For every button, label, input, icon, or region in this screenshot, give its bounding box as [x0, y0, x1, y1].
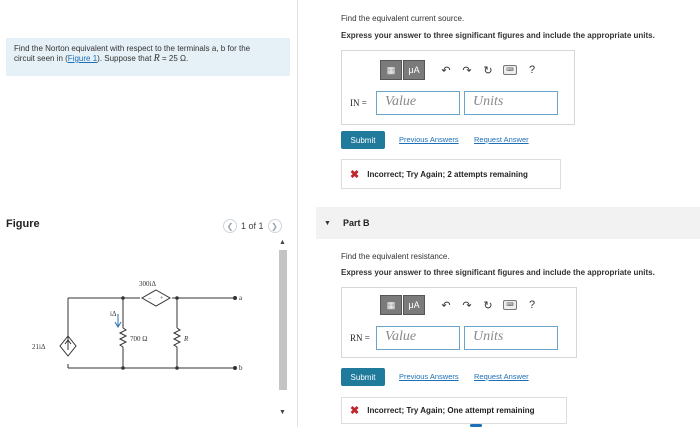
resistor-700: [120, 328, 126, 347]
terminal-node-b: [233, 366, 237, 370]
resistor-700-label: 700 Ω: [130, 335, 148, 343]
answer-row: [350, 91, 558, 115]
toolbar-group: [380, 60, 425, 80]
part-b-header[interactable]: [316, 207, 700, 239]
problem-text: ). Suppose that: [97, 54, 152, 63]
undo-icon[interactable]: ↶: [441, 64, 451, 77]
help-button[interactable]: ?: [528, 299, 536, 311]
request-answer-link[interactable]: Request Answer: [474, 372, 529, 381]
figure-pager: [223, 219, 282, 233]
answer-label: RN =: [350, 333, 370, 343]
ccvs-source: [142, 290, 170, 306]
units-button[interactable]: μA: [403, 60, 425, 80]
scrollbar-thumb[interactable]: [279, 250, 287, 390]
toolbar-group: [380, 295, 425, 315]
request-answer-link[interactable]: Request Answer: [474, 135, 529, 144]
part-a-instruction: Express your answer to three significant figures and include the appropriate units.: [341, 31, 655, 40]
node: [121, 366, 125, 370]
node: [121, 296, 125, 300]
ccvs-label: 300iΔ: [139, 280, 156, 288]
part-a-prompt: Find the equivalent current source.: [341, 14, 465, 23]
resistor-r: [174, 328, 180, 347]
node: [175, 296, 179, 300]
ccvs-plus: +: [160, 296, 164, 302]
panel-divider: [297, 0, 298, 427]
part-b-title: Part B: [342, 218, 370, 228]
terminal-a-label: a: [239, 294, 243, 302]
submit-button[interactable]: Submit: [341, 368, 385, 386]
reset-icon[interactable]: ↻: [483, 299, 493, 312]
redo-icon[interactable]: ↷: [462, 299, 472, 312]
keyboard-icon[interactable]: ⌨: [503, 300, 517, 310]
terminal-node-a: [233, 296, 237, 300]
figure-scrollbar[interactable]: [277, 237, 289, 420]
part-b-prompt: Find the equivalent resistance.: [341, 252, 450, 261]
variable-r: R: [153, 53, 160, 64]
ccvs-minus: −: [148, 296, 152, 302]
part-a-feedback: [341, 159, 561, 189]
part-b-feedback: [341, 397, 567, 424]
chevron-down-icon[interactable]: ▼: [324, 219, 331, 227]
chevron-left-icon[interactable]: ❮: [223, 219, 237, 233]
scroll-up-icon[interactable]: ▲: [279, 239, 286, 246]
units-button[interactable]: μA: [403, 295, 425, 315]
problem-equation: = 25 Ω.: [162, 54, 189, 63]
part-a-answer-panel: [341, 50, 575, 125]
part-b-instruction: Express your answer to three significant figures and include the appropriate units.: [341, 268, 655, 277]
figure-link[interactable]: Figure 1: [67, 54, 98, 63]
previous-answers-link[interactable]: Previous Answers: [399, 135, 459, 144]
value-input[interactable]: Value: [376, 91, 460, 115]
problem-text: circuit seen in (: [14, 54, 68, 63]
answer-row: [350, 326, 558, 350]
templates-icon[interactable]: ▦: [380, 295, 402, 315]
keyboard-icon[interactable]: ⌨: [503, 65, 517, 75]
math-toolbar: [380, 60, 538, 80]
previous-answers-link[interactable]: Previous Answers: [399, 372, 459, 381]
node: [175, 366, 179, 370]
figure-heading: Figure: [6, 218, 40, 230]
problem-line-2: [14, 54, 282, 64]
current-label: iΔ: [110, 310, 117, 318]
part-b-answer-panel: [341, 287, 577, 358]
problem-line-1: Find the Norton equivalent with respect to the terminals a, b for the: [14, 44, 251, 53]
templates-icon[interactable]: ▦: [380, 60, 402, 80]
feedback-text: Incorrect; Try Again; One attempt remaining: [367, 406, 535, 415]
problem-statement: [6, 38, 290, 76]
undo-icon[interactable]: ↶: [441, 299, 451, 312]
units-input[interactable]: Units: [464, 326, 558, 350]
help-button[interactable]: ?: [528, 64, 536, 76]
answer-label: IN =: [350, 98, 367, 108]
figure-page-count: 1 of 1: [241, 221, 264, 231]
submit-button[interactable]: Submit: [341, 131, 385, 149]
scroll-down-icon[interactable]: ▼: [279, 409, 286, 416]
close-icon: ✖: [350, 168, 360, 181]
redo-icon[interactable]: ↷: [462, 64, 472, 77]
reset-icon[interactable]: ↻: [483, 64, 493, 77]
close-icon: ✖: [350, 405, 360, 417]
chevron-right-icon[interactable]: ❯: [268, 219, 282, 233]
math-toolbar: [380, 295, 538, 315]
feedback-text: Incorrect; Try Again; 2 attempts remaining: [367, 169, 528, 179]
terminal-b-label: b: [239, 364, 243, 372]
units-input[interactable]: Units: [464, 91, 558, 115]
circuit-diagram: [30, 278, 255, 378]
dep-source-label: 21iΔ: [32, 343, 46, 351]
value-input[interactable]: Value: [376, 326, 460, 350]
resistor-r-label: R: [184, 335, 189, 343]
